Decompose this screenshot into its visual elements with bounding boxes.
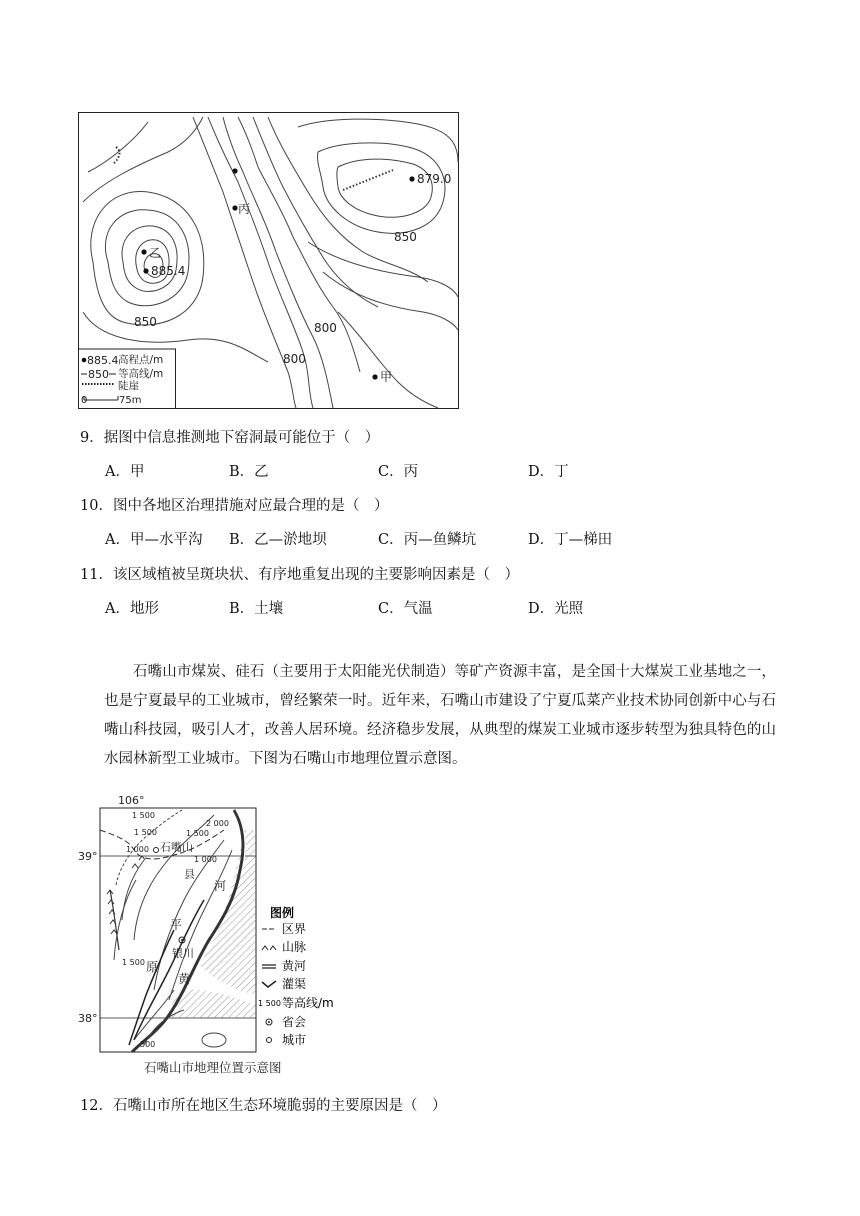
map-caption: 石嘴山市地理位置示意图 [144, 1060, 282, 1075]
question-12 [80, 1094, 446, 1115]
question-text: 图中各地区治理措施对应最合理的是（ ） [112, 498, 389, 514]
question-text: 据图中信息推测地下窑洞最可能位于（ ） [103, 430, 380, 446]
option-c: C．丙 [378, 464, 419, 480]
legend-title: 图例 [270, 906, 295, 920]
option-a: A．甲 [105, 464, 145, 480]
point-bing-label: 丙 [238, 202, 251, 216]
lon-label: 106° [118, 794, 145, 807]
plain-label: 平 [170, 918, 183, 932]
contour-label: 1 500 [134, 828, 157, 837]
contour-label: 1 500 [132, 811, 155, 820]
legend-item: 黄河 [282, 959, 307, 973]
legend-elev-label: 高程点/m [118, 354, 164, 366]
passage [104, 658, 776, 774]
option-c: C．丙—鱼鳞坑 [378, 532, 477, 548]
county-label: 县 [184, 868, 195, 881]
option-c: C．气温 [378, 601, 433, 617]
legend-item: 省会 [282, 1015, 307, 1029]
scale-zero: 0 [81, 395, 88, 406]
contour-label: 800 [314, 321, 337, 335]
contour-label: 850 [394, 230, 417, 244]
option-b: B．土壤 [229, 601, 284, 617]
contour-label: 850 [134, 315, 157, 329]
scale-value: 75m [119, 395, 142, 406]
contour-map [78, 112, 459, 409]
point-jia-label: 甲 [380, 370, 393, 384]
city-label: 石嘴山 [160, 841, 193, 854]
passage-text: 石嘴山市煤炭、硅石（主要用于太阳能光伏制造）等矿产资源丰富，是全国十大煤炭工业基地之一，也是宁夏最早的工业城市，曾经繁荣一时。近年来，石嘴山市建设了宁夏瓜菜产业技术协同创新中心与石嘴山科技园，吸引人才，改善人居环境。经济稳步发展，从典型的煤炭工业城市逐步转型为独具特色的山水园林新型工业城市。下图为石嘴山市地理位置示意图。 [104, 664, 776, 767]
point-879-label: 879.0 [417, 172, 452, 186]
question-10 [80, 494, 388, 515]
question-number: 12． [80, 1098, 113, 1114]
question-text: 石嘴山市所在地区生态环境脆弱的主要原因是（ ） [112, 1098, 447, 1114]
question-9 [80, 426, 379, 447]
plain-label: 原 [146, 960, 159, 974]
question-text: 该区域植被呈斑块状、有序地重复出现的主要影响因素是（ ） [112, 567, 519, 583]
option-d: D．光照 [528, 601, 584, 617]
contour-label: 2 000 [206, 819, 229, 828]
option-d: D．丁 [528, 464, 569, 480]
question-number: 11． [80, 567, 113, 583]
legend-contour-label: 等高线/m [118, 368, 164, 380]
location-map [74, 790, 364, 1090]
option-a: A．地形 [105, 601, 159, 617]
option-d: D．丁—梯田 [528, 532, 613, 548]
capital-label: 银川 [172, 947, 194, 960]
contour-label: 800 [283, 352, 306, 366]
legend-item: 等高线/m [282, 996, 334, 1010]
legend-item: 城市 [282, 1033, 307, 1047]
contour-label: 1 500 [186, 829, 209, 838]
option-b: B．乙 [229, 464, 269, 480]
option-b: B．乙—淤地坝 [229, 532, 327, 548]
point-yi-label: 乙 [149, 246, 162, 260]
legend-elev-value: 885.4 [87, 354, 119, 367]
point-885-label: 885.4 [151, 264, 186, 278]
contour-label: 1 000 [126, 845, 149, 854]
legend-contour-value: 850 [88, 368, 109, 381]
contour-label: 1 500 [122, 958, 145, 967]
question-number: 9． [80, 430, 104, 446]
legend-item: 区界 [282, 922, 307, 936]
question-number: 10． [80, 498, 113, 514]
legend-cliff-label: 陡崖 [118, 380, 139, 392]
option-a: A．甲—水平沟 [105, 532, 203, 548]
contour-label: 500 [140, 1040, 156, 1049]
legend-item: 山脉 [282, 940, 307, 954]
river-label: 河 [214, 879, 227, 893]
river-label: 黄 [178, 972, 191, 986]
legend-contour-sample: 1 500 [258, 999, 281, 1008]
lat-bottom-label: 38° [78, 1012, 98, 1025]
contour-label: 1 000 [194, 855, 217, 864]
lat-top-label: 39° [78, 850, 98, 863]
question-11 [80, 563, 519, 584]
legend-item: 灌渠 [282, 977, 307, 991]
